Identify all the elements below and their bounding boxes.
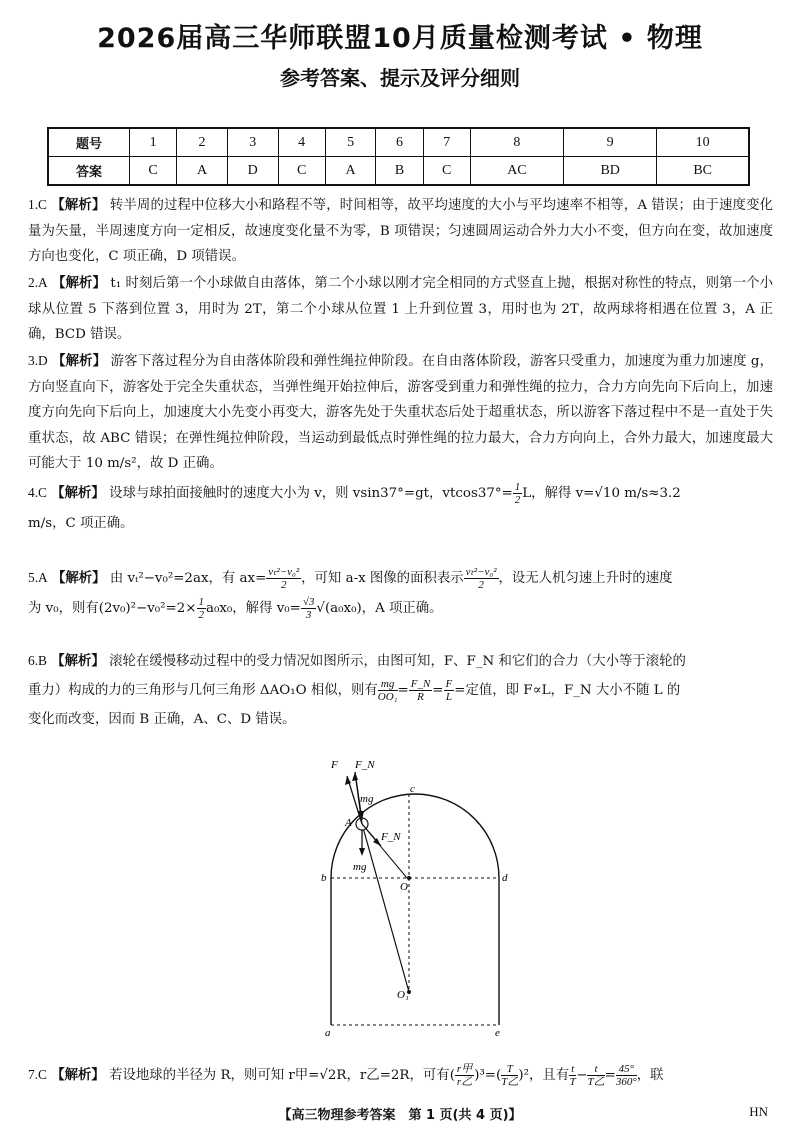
analysis-tag: 【解析】 [51, 654, 105, 669]
fraction-numerator: F [445, 678, 453, 690]
fraction-numerator: mg [378, 678, 398, 691]
fraction-denominator: T乙 [501, 1076, 519, 1088]
fraction-denominator: 360° [615, 1076, 637, 1088]
solution-6: 6.B 【解析】 滚轮在缓慢移动过程中的受力情况如图所示，由图可知，F、F_N 和它们的合力（大小等于滚轮的 重力）构成的力的三角形与几何三角形 ΔAO₁O 相似，则有 $\frac{mg}{\text{OO₁}}$ = $\frac{F\_N}{R}$ = $\frac{F}{L}$ =定值，即 F∝L，F_N 大小不随 L 的 变化而改变，因而 B 正确，A、C、D 错误。 [28, 653, 686, 727]
fraction-numerator: r甲 [456, 1063, 473, 1075]
fraction [409, 678, 433, 703]
fraction-numerator: t [571, 1063, 575, 1075]
answer-cell: A [325, 157, 376, 186]
label-e: e [495, 1027, 500, 1039]
solution-text: ，设无人机匀速上升时的速度 [498, 571, 673, 586]
fraction-numerator: 1 [514, 481, 521, 493]
solution-text: 变化而改变，因而 B 正确，A、C、D 错误。 [28, 712, 296, 727]
fraction-denominator: 2 [280, 579, 287, 591]
solution-text: ，联 [636, 1068, 664, 1083]
fraction-denominator: T乙 [587, 1076, 605, 1088]
fraction-denominator: OO₁ [377, 691, 398, 703]
fraction-numerator: F_N [410, 678, 431, 690]
solution-3 [28, 348, 773, 477]
fraction-denominator: 2 [478, 579, 484, 591]
row-label-number: 题号 [48, 128, 130, 157]
footer-code: HN [749, 1104, 768, 1119]
solution-text: 转半周的过程中位移大小和路程不等，时间相等，故平均速度的大小与平均速率不相等，A 错误；由于速度变化量为矢量，半周速度方向一定相反，故速度变化量不为零，B 项错误；匀速圆周运动合外力大小不变，但方向在变，故加速度方向也变化，C 项正确，D 项错误。 [28, 198, 773, 264]
arrow-head [359, 848, 365, 856]
answer-cell: BC [657, 157, 749, 186]
solution-text: 游客下落过程分为自由落体阶段和弹性绳拉伸阶段。在自由落体阶段，游客只受重力，加速度为重力加速度 g，方向竖直向下，游客处于完全失重状态，当弹性绳开始拉伸后，游客受到重力和弹性绳的拉力，合力方向先向下后向上，加速度方向先向下后向上，加速度大小先变小再变大，游客先处于失重状态后处于超重状态，所以游客下落过程中不是一直处于失重状态，故 ABC 错误；在弹性绳拉伸阶段，当运动到最低点时弹性绳的拉力最大，合力方向向上，合外力最大，加速度最大可能大于 10 m/s²，故 D 正确。 [28, 354, 774, 471]
answer-cell: C [278, 157, 325, 186]
solution-text: 滚轮在缓慢移动过程中的受力情况如图所示，由图可知，F、F_N 和它们的合力（大小等于滚轮的 [109, 654, 686, 669]
question-number: 10 [657, 128, 749, 157]
analysis-tag: 【解析】 [51, 1068, 105, 1083]
solution-text: 若设地球的半径为 R，则可知 r甲=√2R，r乙=2R，可有 [109, 1068, 450, 1083]
label-mg: mg [353, 861, 367, 873]
fraction-denominator: 2 [198, 609, 205, 621]
solution-text: t₁ 时刻后第一个小球做自由落体，第二个小球以刚才完全相同的方式竖直上抛，根据对称性的特点，则第一个小球从位置 5 下落到位置 3，用时为 2T，第二个小球从位置 1 上升到位置 3，用时也为 2T，故两球将相遇在位置 3，A 正确，BCD 错误。 [28, 276, 773, 342]
page-footer: 【高三物理参考答案 第 1 页(共 4 页)】 [278, 1108, 522, 1123]
answer-table-answer-row [48, 157, 749, 186]
question-number: 1 [130, 128, 177, 157]
question-number: 5 [325, 128, 376, 157]
fraction [444, 678, 455, 703]
fraction [616, 1063, 637, 1088]
analysis-tag: 【解析】 [52, 354, 107, 369]
question-number: 7 [423, 128, 470, 157]
solution-number: 7.C [28, 1067, 47, 1082]
fraction [513, 481, 523, 506]
answer-table [47, 127, 750, 186]
fraction [378, 678, 398, 703]
solution-text: ，可知 a-x 图像的面积表示 [301, 571, 464, 586]
fraction-denominator: 3 [305, 609, 312, 621]
answer-cell: D [227, 157, 278, 186]
solution-text: =定值，即 F∝L，F_N 大小不随 L 的 [454, 683, 681, 698]
fraction-denominator: R [417, 691, 424, 703]
solution-number: 4.C [28, 485, 47, 500]
row-label-answer: 答案 [48, 157, 130, 186]
solution-1 [28, 192, 773, 270]
page-subtitle: 参考答案、提示及评分细则 [280, 66, 520, 90]
fraction [197, 596, 207, 621]
label-d: d [502, 872, 508, 884]
solution-7: 7.C 【解析】 若设地球的半径为 R，则可知 r甲=√2R，r乙=2R，可有( $\frac{\text{r甲}}{\text{r乙}}$ )³=( $\frac{T}{\text{T乙}}$ )²，且有 $\frac{t}{T}$ − $\frac{t}{\text{T乙}}$ = $\frac{45^\circ}{360^\circ}$ ，联 [28, 1063, 664, 1088]
label-c: c [410, 783, 415, 795]
label-a-point: A [345, 817, 352, 829]
operator: = [604, 1068, 616, 1083]
question-number: 9 [564, 128, 657, 157]
fraction [464, 566, 499, 591]
fraction [455, 1063, 474, 1088]
label-f: F [331, 759, 338, 771]
question-number: 3 [227, 128, 278, 157]
fraction-numerator: vₜ²−v₀² [465, 566, 497, 578]
solution-text: a₀x₀，解得 v₀= [206, 601, 301, 616]
fraction [266, 566, 301, 591]
solution-text: m/s，C 项正确。 [28, 516, 134, 531]
fraction [501, 1063, 518, 1088]
fraction [301, 596, 317, 621]
solution-text: ²，且有 [523, 1068, 570, 1083]
solution-number: 1.C [28, 197, 47, 212]
question-number: 6 [376, 128, 423, 157]
answer-cell: BD [564, 157, 657, 186]
fraction-denominator: T [569, 1076, 576, 1088]
solution-text: L，解得 v=√10 m/s≈3.2 [522, 486, 681, 501]
label-fn: F_N [355, 759, 375, 771]
fraction-numerator: T [501, 1063, 518, 1076]
answer-cell: C [130, 157, 177, 186]
exponent-text: ³= [479, 1068, 497, 1083]
solution-number: 6.B [28, 653, 47, 668]
page-title: 2026届高三华师联盟10月质量检测考试 • 物理 [97, 23, 703, 54]
solution-5 [28, 563, 773, 624]
label-a: a [325, 1027, 331, 1039]
solution-text: 设球与球拍面接触时的速度大小为 v，则 vsin37°=gt，vtcos37°= [109, 486, 513, 501]
channel-outline [331, 794, 499, 1025]
fraction-denominator: L [445, 691, 452, 703]
analysis-tag: 【解析】 [51, 198, 106, 213]
answer-table-number-row [48, 128, 749, 157]
analysis-tag: 【解析】 [51, 486, 105, 501]
analysis-tag: 【解析】 [52, 276, 107, 291]
label-o: O [400, 881, 408, 893]
force-diagram [315, 750, 515, 1040]
solution-number: 5.A [28, 570, 48, 585]
solution-4 [28, 478, 773, 539]
label-fn: F_N [381, 831, 401, 843]
solution-text: √(a₀x₀)，A 项正确。 [316, 601, 443, 616]
answer-cell: B [376, 157, 423, 186]
answer-cell: C [423, 157, 470, 186]
question-number: 8 [470, 128, 563, 157]
operator: − [576, 1068, 588, 1083]
fraction [587, 1063, 604, 1088]
question-number: 4 [278, 128, 325, 157]
label-o1: O₁ [397, 989, 409, 1001]
solution-2 [28, 270, 773, 348]
fraction-numerator: 1 [198, 596, 205, 608]
solution-number: 3.D [28, 353, 48, 368]
analysis-tag: 【解析】 [51, 571, 106, 586]
line-a-o1 [362, 824, 409, 992]
fraction-denominator: r乙 [456, 1076, 473, 1088]
fraction-numerator: vₜ²−v₀² [268, 566, 300, 578]
fraction-numerator: √3 [302, 596, 315, 608]
fraction-denominator: 2 [514, 494, 521, 506]
label-b: b [321, 872, 327, 884]
fraction-numerator: 45° [616, 1063, 637, 1076]
answer-cell: A [177, 157, 228, 186]
point-o [407, 876, 411, 880]
solution-number: 2.A [28, 275, 48, 290]
solution-text: 为 v₀，则有(2v₀)²−v₀²=2× [28, 601, 197, 616]
solution-text: 重力）构成的力的三角形与几何三角形 ΔAO₁O 相似，则有 [28, 683, 378, 698]
answer-cell: AC [470, 157, 563, 186]
fraction-numerator: t [587, 1063, 604, 1076]
label-mg: mg [360, 793, 374, 805]
question-number: 2 [177, 128, 228, 157]
solution-text: 由 vₜ²−v₀²=2ax，有 ax= [109, 571, 267, 586]
